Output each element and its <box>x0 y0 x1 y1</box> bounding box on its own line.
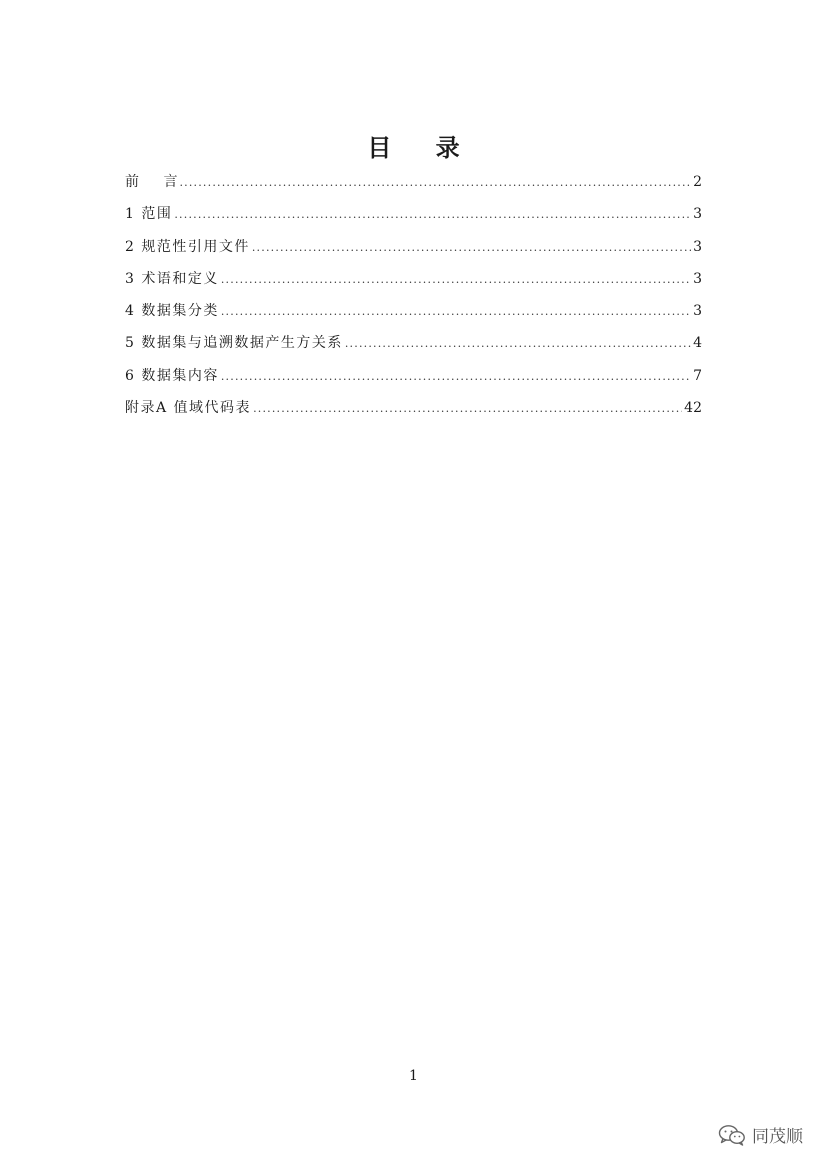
toc-title: 目 录 <box>367 134 478 162</box>
toc-entry-page: 3 <box>693 303 702 320</box>
toc-leader-dots <box>252 236 691 260</box>
toc-entry-page: 2 <box>693 174 702 190</box>
toc-entry-page: 3 <box>693 206 702 223</box>
toc-entry-foreword[interactable] <box>125 170 702 202</box>
toc-entry-dataset-content[interactable] <box>125 364 702 396</box>
table-of-contents <box>125 170 702 428</box>
toc-leader-dots <box>253 397 682 421</box>
toc-leader-dots <box>221 365 691 389</box>
page-number: 1 <box>409 1068 418 1084</box>
toc-entry-terms-definitions[interactable] <box>125 267 702 299</box>
toc-entry-label: 前 言 <box>125 174 178 190</box>
toc-leader-dots <box>179 171 691 195</box>
watermark <box>718 1122 803 1147</box>
toc-entry-page: 3 <box>693 238 702 255</box>
toc-entry-normative-references[interactable] <box>125 235 702 267</box>
toc-entry-label: 3 术语和定义 <box>125 270 219 287</box>
toc-entry-page: 4 <box>693 335 702 352</box>
toc-entry-label: 5 数据集与追溯数据产生方关系 <box>125 335 343 352</box>
toc-entry-dataset-classification[interactable] <box>125 299 702 331</box>
toc-entry-page: 42 <box>684 400 702 417</box>
toc-entry-appendix-a[interactable] <box>125 396 702 428</box>
toc-leader-dots <box>221 268 691 292</box>
toc-leader-dots <box>345 332 691 356</box>
toc-entry-page: 3 <box>693 270 702 287</box>
toc-entry-label: 附录A 值域代码表 <box>125 400 252 417</box>
toc-entry-label: 4 数据集分类 <box>125 303 219 320</box>
toc-entry-label: 2 规范性引用文件 <box>125 238 250 255</box>
toc-entry-dataset-relations[interactable] <box>125 331 702 363</box>
toc-entry-label: 6 数据集内容 <box>125 367 219 384</box>
toc-entry-scope[interactable] <box>125 202 702 234</box>
toc-leader-dots <box>221 300 691 324</box>
toc-entry-label: 1 范围 <box>125 206 173 223</box>
wechat-icon <box>718 1124 746 1146</box>
toc-entry-page: 7 <box>693 367 702 384</box>
watermark-text: 同茂顺 <box>752 1127 803 1147</box>
toc-leader-dots <box>174 203 691 227</box>
